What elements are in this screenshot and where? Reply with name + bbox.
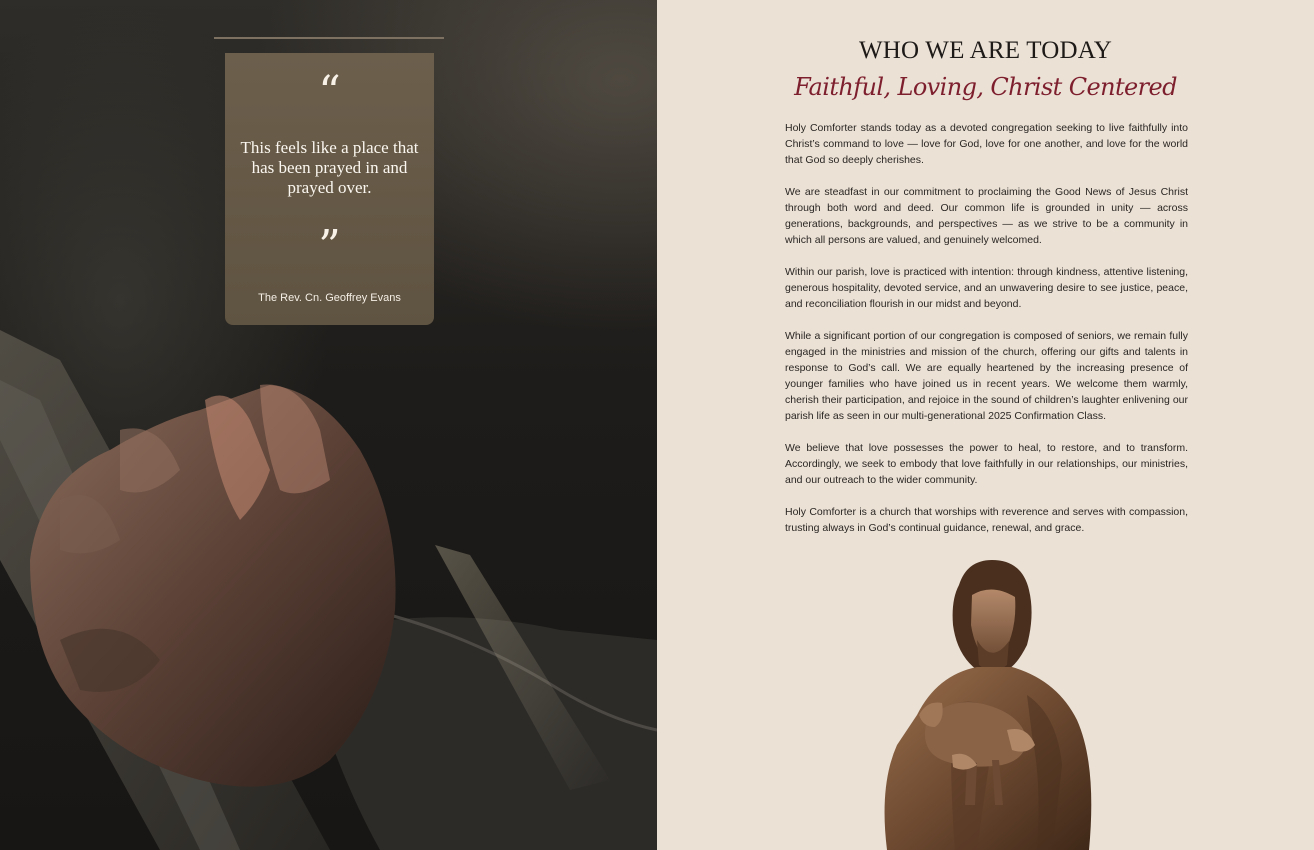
body-text [785, 120, 1188, 552]
top-divider-rule [214, 37, 444, 39]
page-subtitle: Faithful, Loving, Christ Centered [794, 73, 1177, 101]
paragraph: Within our parish, love is practiced with intention: through kindness, attentive listening, generous hospitality, devoted service, and an unwavering desire to see justice, peace, and reconciliation flourish in our midst and beyond. [785, 266, 1188, 310]
good-shepherd-statue [857, 555, 1127, 850]
quote-text: This feels like a place that has been prayed in and prayed over. [240, 138, 419, 197]
paragraph: Holy Comforter stands today as a devoted congregation seeking to live faithfully into Christ’s command to love — love for God, love for one another, and love for the world that God so deeply cherishes. [785, 122, 1188, 166]
paragraph: We are steadfast in our commitment to proclaiming the Good News of Jesus Christ through both word and deed. Our common life is grounded in unity — across generations, backgrounds, and perspectives — as we strive to be a community in which all persons are valued, and genuinely welcomed. [785, 186, 1188, 246]
open-quote-mark: “ [318, 67, 341, 118]
quote-card [225, 53, 434, 325]
paragraph: Holy Comforter is a church that worships with reverence and serves with compassion, trusting always in God’s continual guidance, renewal, and grace. [785, 506, 1188, 534]
paragraph: While a significant portion of our congregation is composed of seniors, we remain fully engaged in the ministries and mission of the church, offering our gifts and talents in response to God’s call. We are equally heartened by the increasing presence of younger families who have joined us in recent years. We welcome them warmly, cherish their participation, and rejoice in the sound of children’s laughter enlivening our parish life as seen in our multi-generational 2025 Confirmation Class. [785, 330, 1188, 422]
close-quote-mark: ” [318, 221, 341, 272]
who-we-are-page [657, 0, 1314, 850]
paragraph: We believe that love possesses the power to heal, to restore, and to transform. Accordingly, we seek to embody that love faithfully in our relationships, our ministries, and our outreach to the wider community. [785, 442, 1188, 486]
page-title: WHO WE ARE TODAY [859, 37, 1112, 64]
quote-author: The Rev. Cn. Geoffrey Evans [258, 292, 401, 304]
